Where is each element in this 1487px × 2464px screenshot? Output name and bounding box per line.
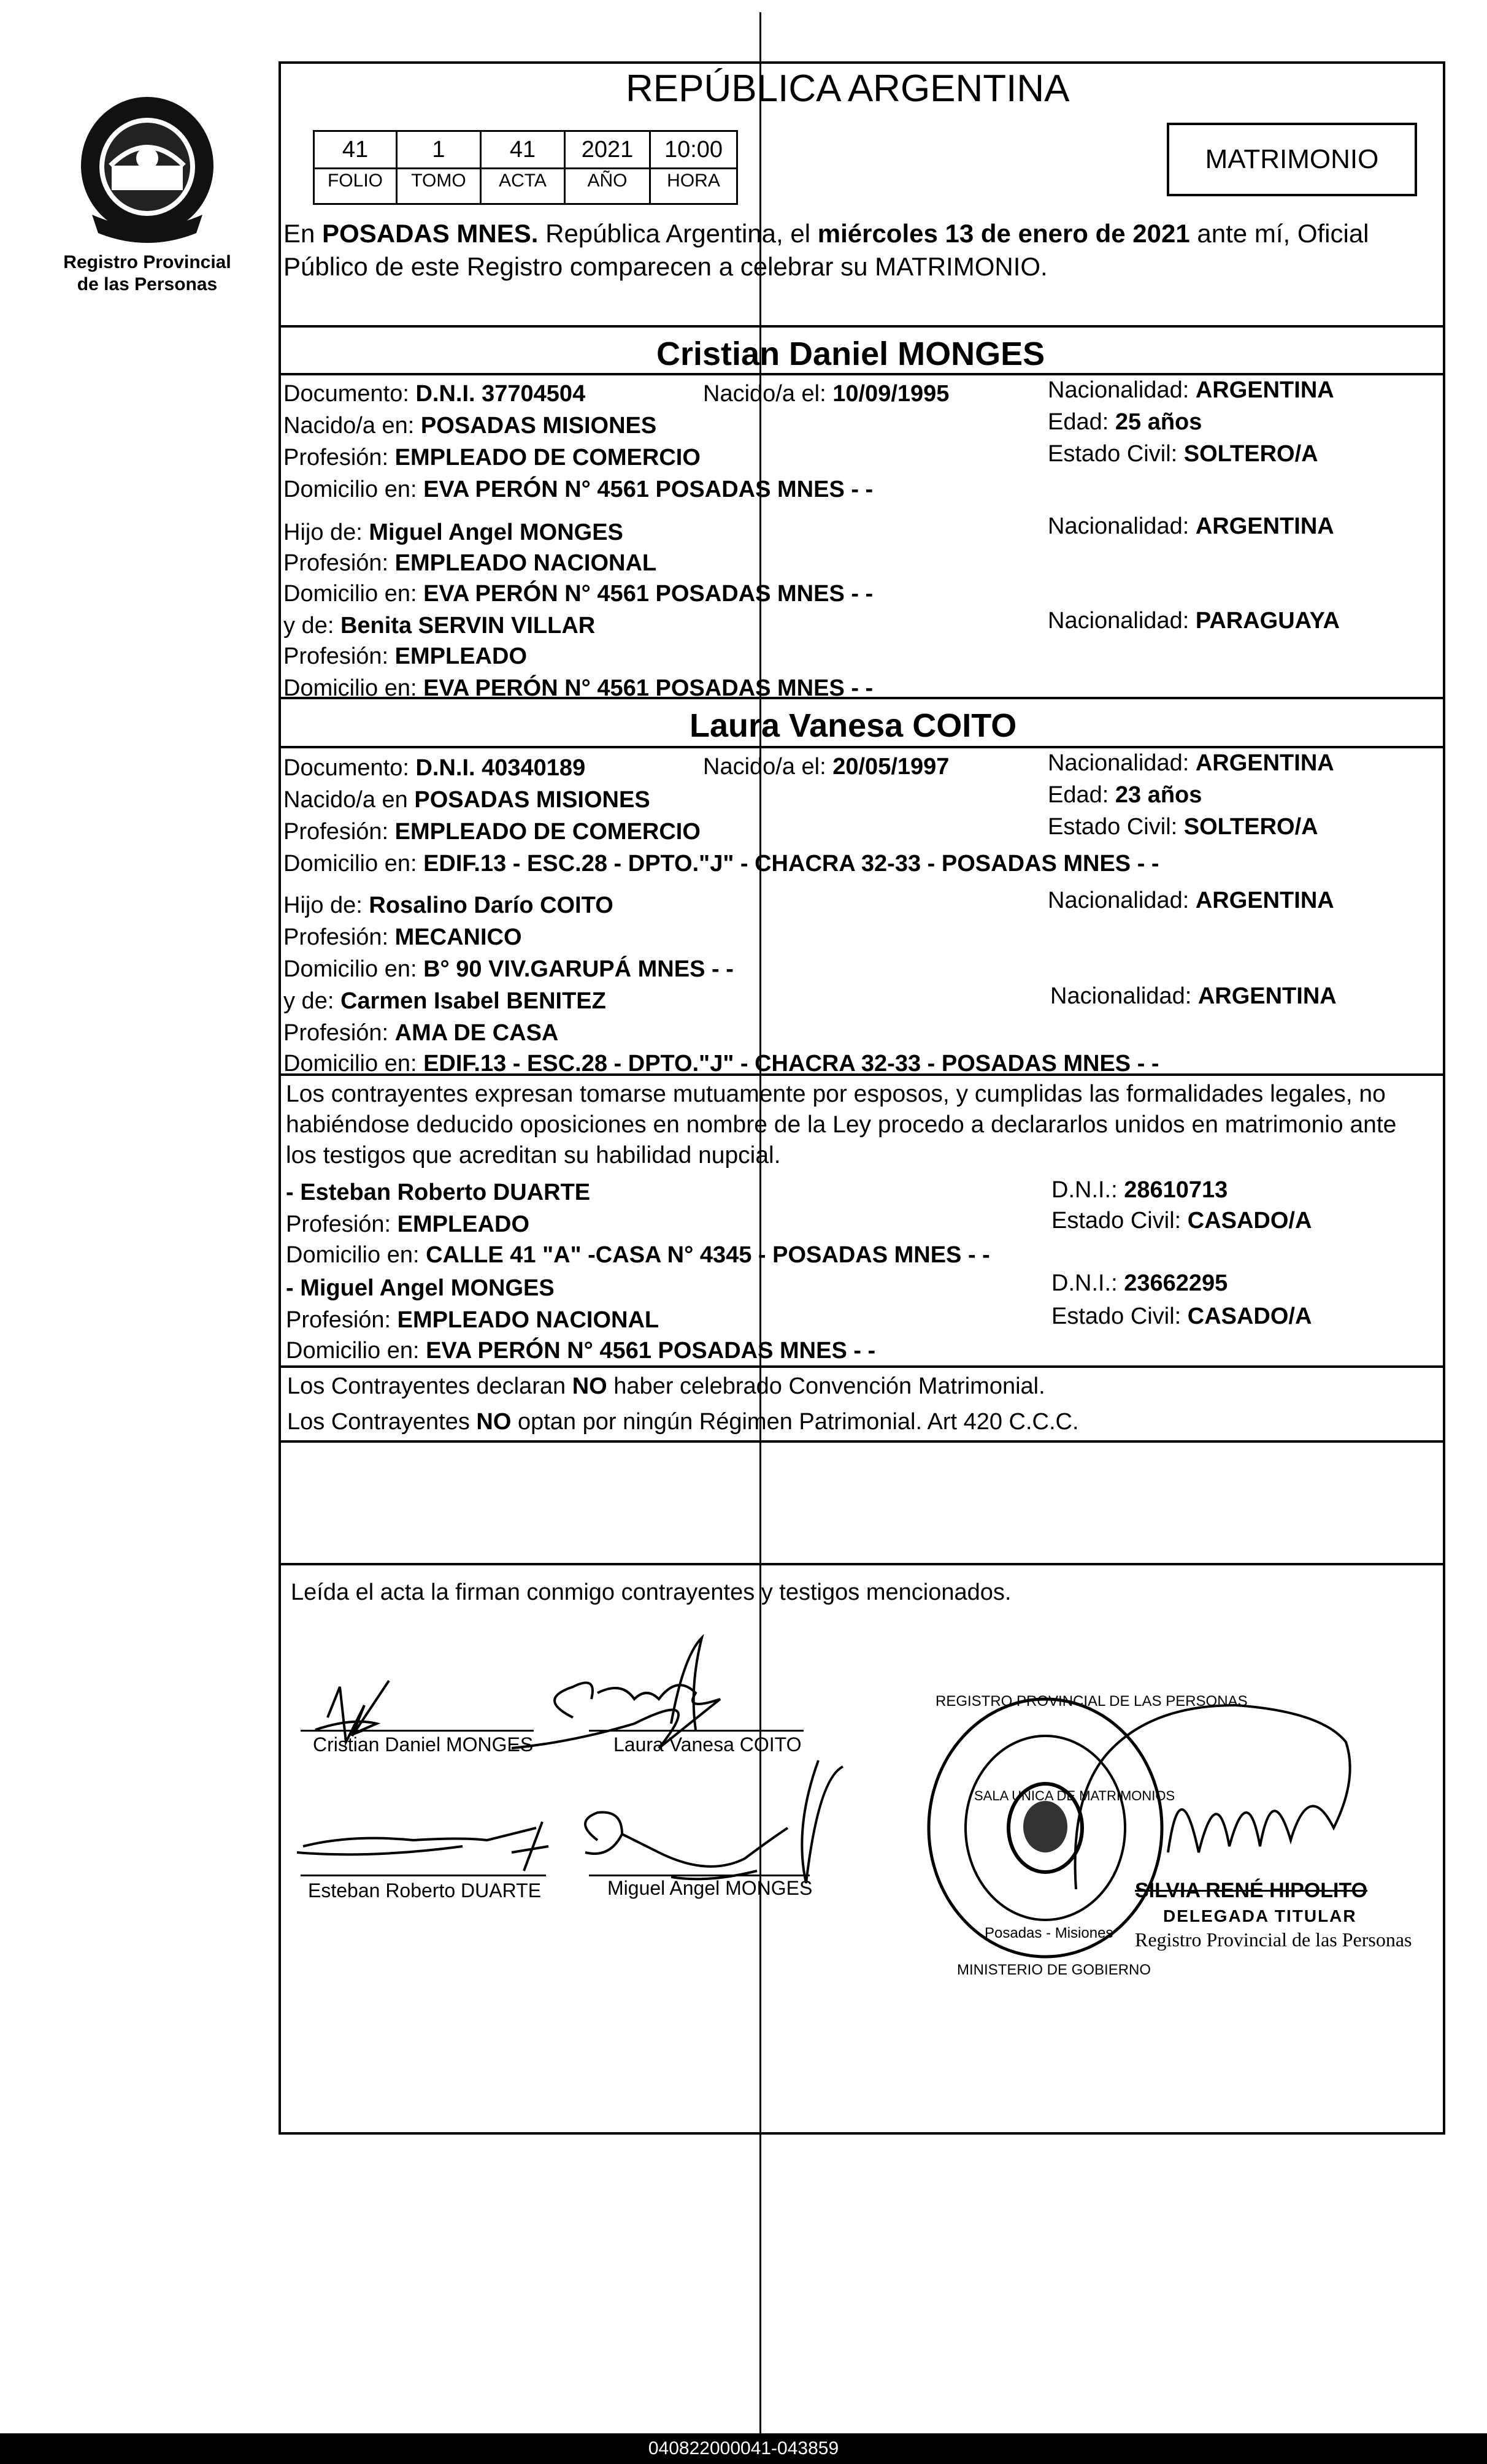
label: Profesión: [283, 550, 395, 576]
cell-acta [480, 130, 566, 205]
cell-folio [313, 130, 398, 205]
label: Nacionalidad: [1048, 377, 1196, 403]
label: Hijo de: [283, 892, 369, 918]
official-org: Registro Provincial de las Personas [1135, 1929, 1412, 1951]
divider-1 [279, 325, 1445, 328]
tomo-value: 1 [432, 137, 445, 163]
label: Domicilio en: [286, 1338, 426, 1364]
conv2-c: optan por ningún Régimen Patrimonial. Art 420 C.C.C. [511, 1409, 1079, 1435]
stamp-bottom-text: MINISTERIO DE GOBIERNO [957, 1962, 1151, 1978]
conv2-b: NO [476, 1409, 512, 1435]
cell-tomo [396, 130, 482, 205]
stamp-inner-text: SALA UNICA DE MATRIMONIOS [974, 1788, 1175, 1803]
official-stamp [929, 1699, 1162, 1957]
label: D.N.I.: [1051, 1177, 1124, 1203]
spouse2-mother-profession [283, 1019, 558, 1046]
spouse2-birth [703, 753, 949, 780]
spouse2-father-nationality [1048, 887, 1334, 914]
spouse2-mother [283, 988, 606, 1015]
value: D.N.I. 40340189 [415, 755, 586, 781]
value: D.N.I. 37704504 [415, 381, 586, 407]
label: Nacido/a en: [283, 413, 421, 439]
label: Profesión: [283, 1020, 395, 1046]
label: Estado Civil: [1048, 441, 1184, 467]
divider-3 [279, 697, 1445, 699]
label: Nacionalidad: [1048, 608, 1196, 634]
intro-line1 [283, 218, 1369, 249]
spouse2-address [283, 850, 1159, 877]
value: EMPLEADO NACIONAL [397, 1307, 659, 1333]
signature-1-stroke [315, 1681, 389, 1742]
label: Domicilio en: [283, 956, 424, 982]
value: Miguel Angel MONGES [369, 520, 623, 545]
label: Estado Civil: [1051, 1208, 1188, 1234]
divider-6 [279, 1365, 1445, 1368]
value: ARGENTINA [1195, 513, 1334, 539]
sig4-line [589, 1875, 810, 1876]
value: EDIF.13 - ESC.28 - DPTO."J" - CHACRA 32-33 - POSADAS MNES - - [423, 851, 1159, 877]
label: Profesión: [286, 1211, 398, 1237]
value: ARGENTINA [1195, 750, 1334, 776]
witness1-profession [286, 1211, 529, 1238]
witness2-address [286, 1337, 875, 1364]
label: y de: [283, 988, 340, 1014]
label: Domicilio en: [283, 675, 424, 701]
hora-label: HORA [651, 167, 736, 193]
spouse2-born [283, 786, 650, 813]
spouse1-nationality [1048, 377, 1334, 404]
signature-4-stroke [585, 1812, 788, 1879]
label: D.N.I.: [1051, 1270, 1124, 1296]
official-title: DELEGADA TITULAR [1163, 1906, 1357, 1925]
label: y de: [283, 613, 340, 639]
conv1-b: NO [572, 1373, 607, 1399]
witness2-name: - Miguel Angel MONGES [286, 1275, 555, 1301]
divider-8 [279, 1563, 1445, 1565]
cell-hora [649, 130, 738, 205]
label: Nacido/a el: [703, 381, 833, 407]
spouse1-father-profession [283, 550, 656, 577]
label: Estado Civil: [1051, 1303, 1188, 1329]
signature-4-tail [802, 1760, 843, 1883]
value: EMPLEADO [397, 1211, 530, 1237]
registry-logo [74, 92, 221, 251]
folio-value: 41 [342, 137, 369, 163]
label: Edad: [1048, 782, 1115, 808]
witness2-profession [286, 1307, 659, 1334]
page-title: REPÚBLICA ARGENTINA [626, 67, 1070, 110]
scan-fold-line [759, 12, 761, 2433]
value: CALLE 41 "A" -CASA N° 4345 - POSADAS MNES - - [426, 1242, 990, 1268]
hora-value: 10:00 [664, 137, 723, 163]
label: Nacionalidad: [1048, 513, 1196, 539]
value: AMA DE CASA [394, 1020, 559, 1046]
spouse2-name: Laura Vanesa COITO [690, 707, 1017, 744]
conv1-c: haber celebrado Convención Matrimonial. [607, 1373, 1045, 1399]
witness1-dni [1051, 1176, 1228, 1203]
label: Profesión: [283, 643, 395, 669]
spouse1-birth [703, 380, 949, 407]
intro-c: República Argentina, el [538, 219, 818, 248]
anio-value: 2021 [581, 137, 634, 163]
stamp-outer-text: REGISTRO PROVINCIAL DE LAS PERSONAS [936, 1693, 1248, 1710]
witness2-civil [1051, 1303, 1312, 1330]
intro-place: POSADAS MNES. [322, 219, 539, 248]
divider-4 [279, 746, 1445, 748]
value: Benita SERVIN VILLAR [340, 613, 596, 639]
value: EVA PERÓN N° 4561 POSADAS MNES - - [423, 581, 874, 607]
acta-value: 41 [509, 137, 536, 163]
spouse2-father-profession [283, 924, 522, 951]
sig1-name: Cristian Daniel MONGES [313, 1733, 534, 1756]
intro-date: miércoles 13 de enero de 2021 [817, 219, 1190, 248]
signatures-intro: Leída el acta la firman conmigo contrayentes y testigos mencionados. [291, 1579, 1012, 1605]
sig2-name: Laura Vanesa COITO [613, 1733, 802, 1756]
sig1-line [301, 1730, 534, 1732]
label: Documento: [283, 381, 416, 407]
label: Nacido/a en [283, 787, 415, 813]
value: B° 90 VIV.GARUPÁ MNES - - [423, 956, 734, 982]
value: 23 años [1115, 782, 1202, 808]
value: EMPLEADO NACIONAL [394, 550, 657, 576]
value: PARAGUAYA [1195, 608, 1340, 634]
spouse1-doc [283, 380, 585, 407]
value: Carmen Isabel BENITEZ [340, 988, 606, 1014]
value: ARGENTINA [1195, 888, 1334, 913]
label: Nacido/a el: [703, 754, 833, 780]
witness1-address [286, 1242, 990, 1268]
divider-2 [279, 373, 1445, 375]
value: 28610713 [1124, 1177, 1228, 1203]
intro-a: En [283, 219, 323, 248]
witness2-dni [1051, 1270, 1228, 1297]
value: POSADAS MISIONES [420, 413, 657, 439]
signatures-drawing [279, 1595, 1445, 2036]
value: Rosalino Darío COITO [369, 892, 613, 918]
declaration-line3: los testigos que acreditan su habilidad nupcial. [286, 1142, 781, 1169]
value: ARGENTINA [1195, 377, 1334, 403]
spouse1-father-address [283, 580, 873, 607]
sig2-line [589, 1730, 804, 1732]
value: 23662295 [1124, 1270, 1228, 1296]
value: CASADO/A [1187, 1303, 1312, 1329]
intro-e: ante mí, Oficial [1189, 219, 1369, 248]
value: CASADO/A [1187, 1208, 1312, 1234]
label: Profesión: [286, 1307, 398, 1333]
value: 10/09/1995 [832, 381, 950, 407]
spouse2-age [1048, 781, 1202, 808]
divider-5 [279, 1073, 1445, 1076]
divider-7 [279, 1440, 1445, 1443]
spouse2-civil [1048, 813, 1318, 840]
spouse1-address [283, 476, 873, 503]
value: EMPLEADO DE COMERCIO [394, 445, 701, 470]
value: EVA PERÓN N° 4561 POSADAS MNES - - [423, 477, 874, 502]
label: Nacionalidad: [1048, 750, 1196, 776]
label: Domicilio en: [286, 1242, 426, 1268]
value: POSADAS MISIONES [414, 787, 650, 813]
spouse1-mother [283, 612, 595, 639]
folio-label: FOLIO [315, 167, 396, 193]
label: Domicilio en: [283, 1051, 424, 1077]
spouse1-father-nationality [1048, 513, 1334, 540]
value: ARGENTINA [1197, 983, 1337, 1009]
value: EVA PERÓN N° 4561 POSADAS MNES - - [423, 675, 874, 701]
intro-line2: Público de este Registro comparecen a celebrar su MATRIMONIO. [283, 252, 1048, 281]
label: Profesión: [283, 924, 395, 950]
acta-label: ACTA [482, 167, 564, 193]
cell-anio [564, 130, 651, 205]
label: Domicilio en: [283, 477, 424, 502]
label: Nacionalidad: [1050, 983, 1198, 1009]
declaration-line2: habiéndose deducido oposiciones en nombre de la Ley procedo a declararlos unidos en matrimonio ante [286, 1111, 1397, 1138]
label: Profesión: [283, 819, 395, 845]
tomo-label: TOMO [398, 167, 480, 193]
value: EVA PERÓN N° 4561 POSADAS MNES - - [426, 1338, 876, 1364]
sig3-name: Esteban Roberto DUARTE [308, 1879, 542, 1902]
official-name: SILVIA RENÉ HIPOLITO [1135, 1879, 1368, 1902]
spouse2-father [283, 892, 613, 919]
spouse2-profession [283, 818, 701, 845]
conv1-a: Los Contrayentes declaran [287, 1373, 572, 1399]
spouse2-nationality [1048, 750, 1334, 777]
sig3-line [301, 1875, 546, 1876]
value: 20/05/1997 [832, 754, 950, 780]
signature-3-stroke [297, 1822, 548, 1871]
spouse1-father [283, 519, 623, 546]
witness1-civil [1051, 1207, 1312, 1234]
record-type: MATRIMONIO [1205, 144, 1379, 174]
declaration-line1: Los contrayentes expresan tomarse mutuamente por esposos, y cumplidas las formalidades legales, no [286, 1081, 1386, 1107]
value: 25 años [1115, 409, 1202, 435]
spouse1-born [283, 412, 656, 439]
registry-name-line1: Registro Provincial [63, 252, 231, 272]
spouse1-mother-nationality [1048, 607, 1340, 634]
label: Hijo de: [283, 520, 369, 545]
spouse1-civil [1048, 440, 1318, 467]
value: EMPLEADO [394, 643, 528, 669]
stamp-city-text: Posadas - Misiones [985, 1925, 1113, 1941]
spouse1-name: Cristian Daniel MONGES [656, 336, 1045, 372]
label: Edad: [1048, 409, 1115, 435]
value: SOLTERO/A [1183, 814, 1318, 840]
spouse1-profession [283, 444, 701, 471]
sig4-name: Miguel Angel MONGES [607, 1877, 813, 1899]
label: Documento: [283, 755, 416, 781]
document-code: 040822000041-043859 [648, 2438, 839, 2458]
footer-bar [0, 2433, 1487, 2464]
value: MECANICO [394, 924, 522, 950]
witness1-name: - Esteban Roberto DUARTE [286, 1180, 591, 1205]
label: Domicilio en: [283, 851, 424, 877]
conv2-a: Los Contrayentes [287, 1409, 477, 1435]
label: Domicilio en: [283, 581, 424, 607]
value: EDIF.13 - ESC.28 - DPTO."J" - CHACRA 32-33 - POSADAS MNES - - [423, 1051, 1159, 1077]
label: Profesión: [283, 445, 395, 470]
label: Estado Civil: [1048, 814, 1184, 840]
convention-line2 [287, 1408, 1079, 1435]
value: SOLTERO/A [1183, 441, 1318, 467]
record-type-box [1167, 123, 1417, 196]
spouse1-age [1048, 409, 1202, 436]
value: EMPLEADO DE COMERCIO [394, 819, 701, 845]
anio-label: AÑO [566, 167, 649, 193]
label: Nacionalidad: [1048, 888, 1196, 913]
province-seal-icon [74, 92, 221, 251]
convention-line1 [287, 1373, 1045, 1400]
spouse2-father-address [283, 956, 734, 983]
spouse2-doc [283, 754, 585, 781]
registry-name-line2: de las Personas [77, 274, 218, 294]
spouse1-mother-profession [283, 643, 527, 670]
spouse2-mother-nationality [1050, 983, 1337, 1010]
